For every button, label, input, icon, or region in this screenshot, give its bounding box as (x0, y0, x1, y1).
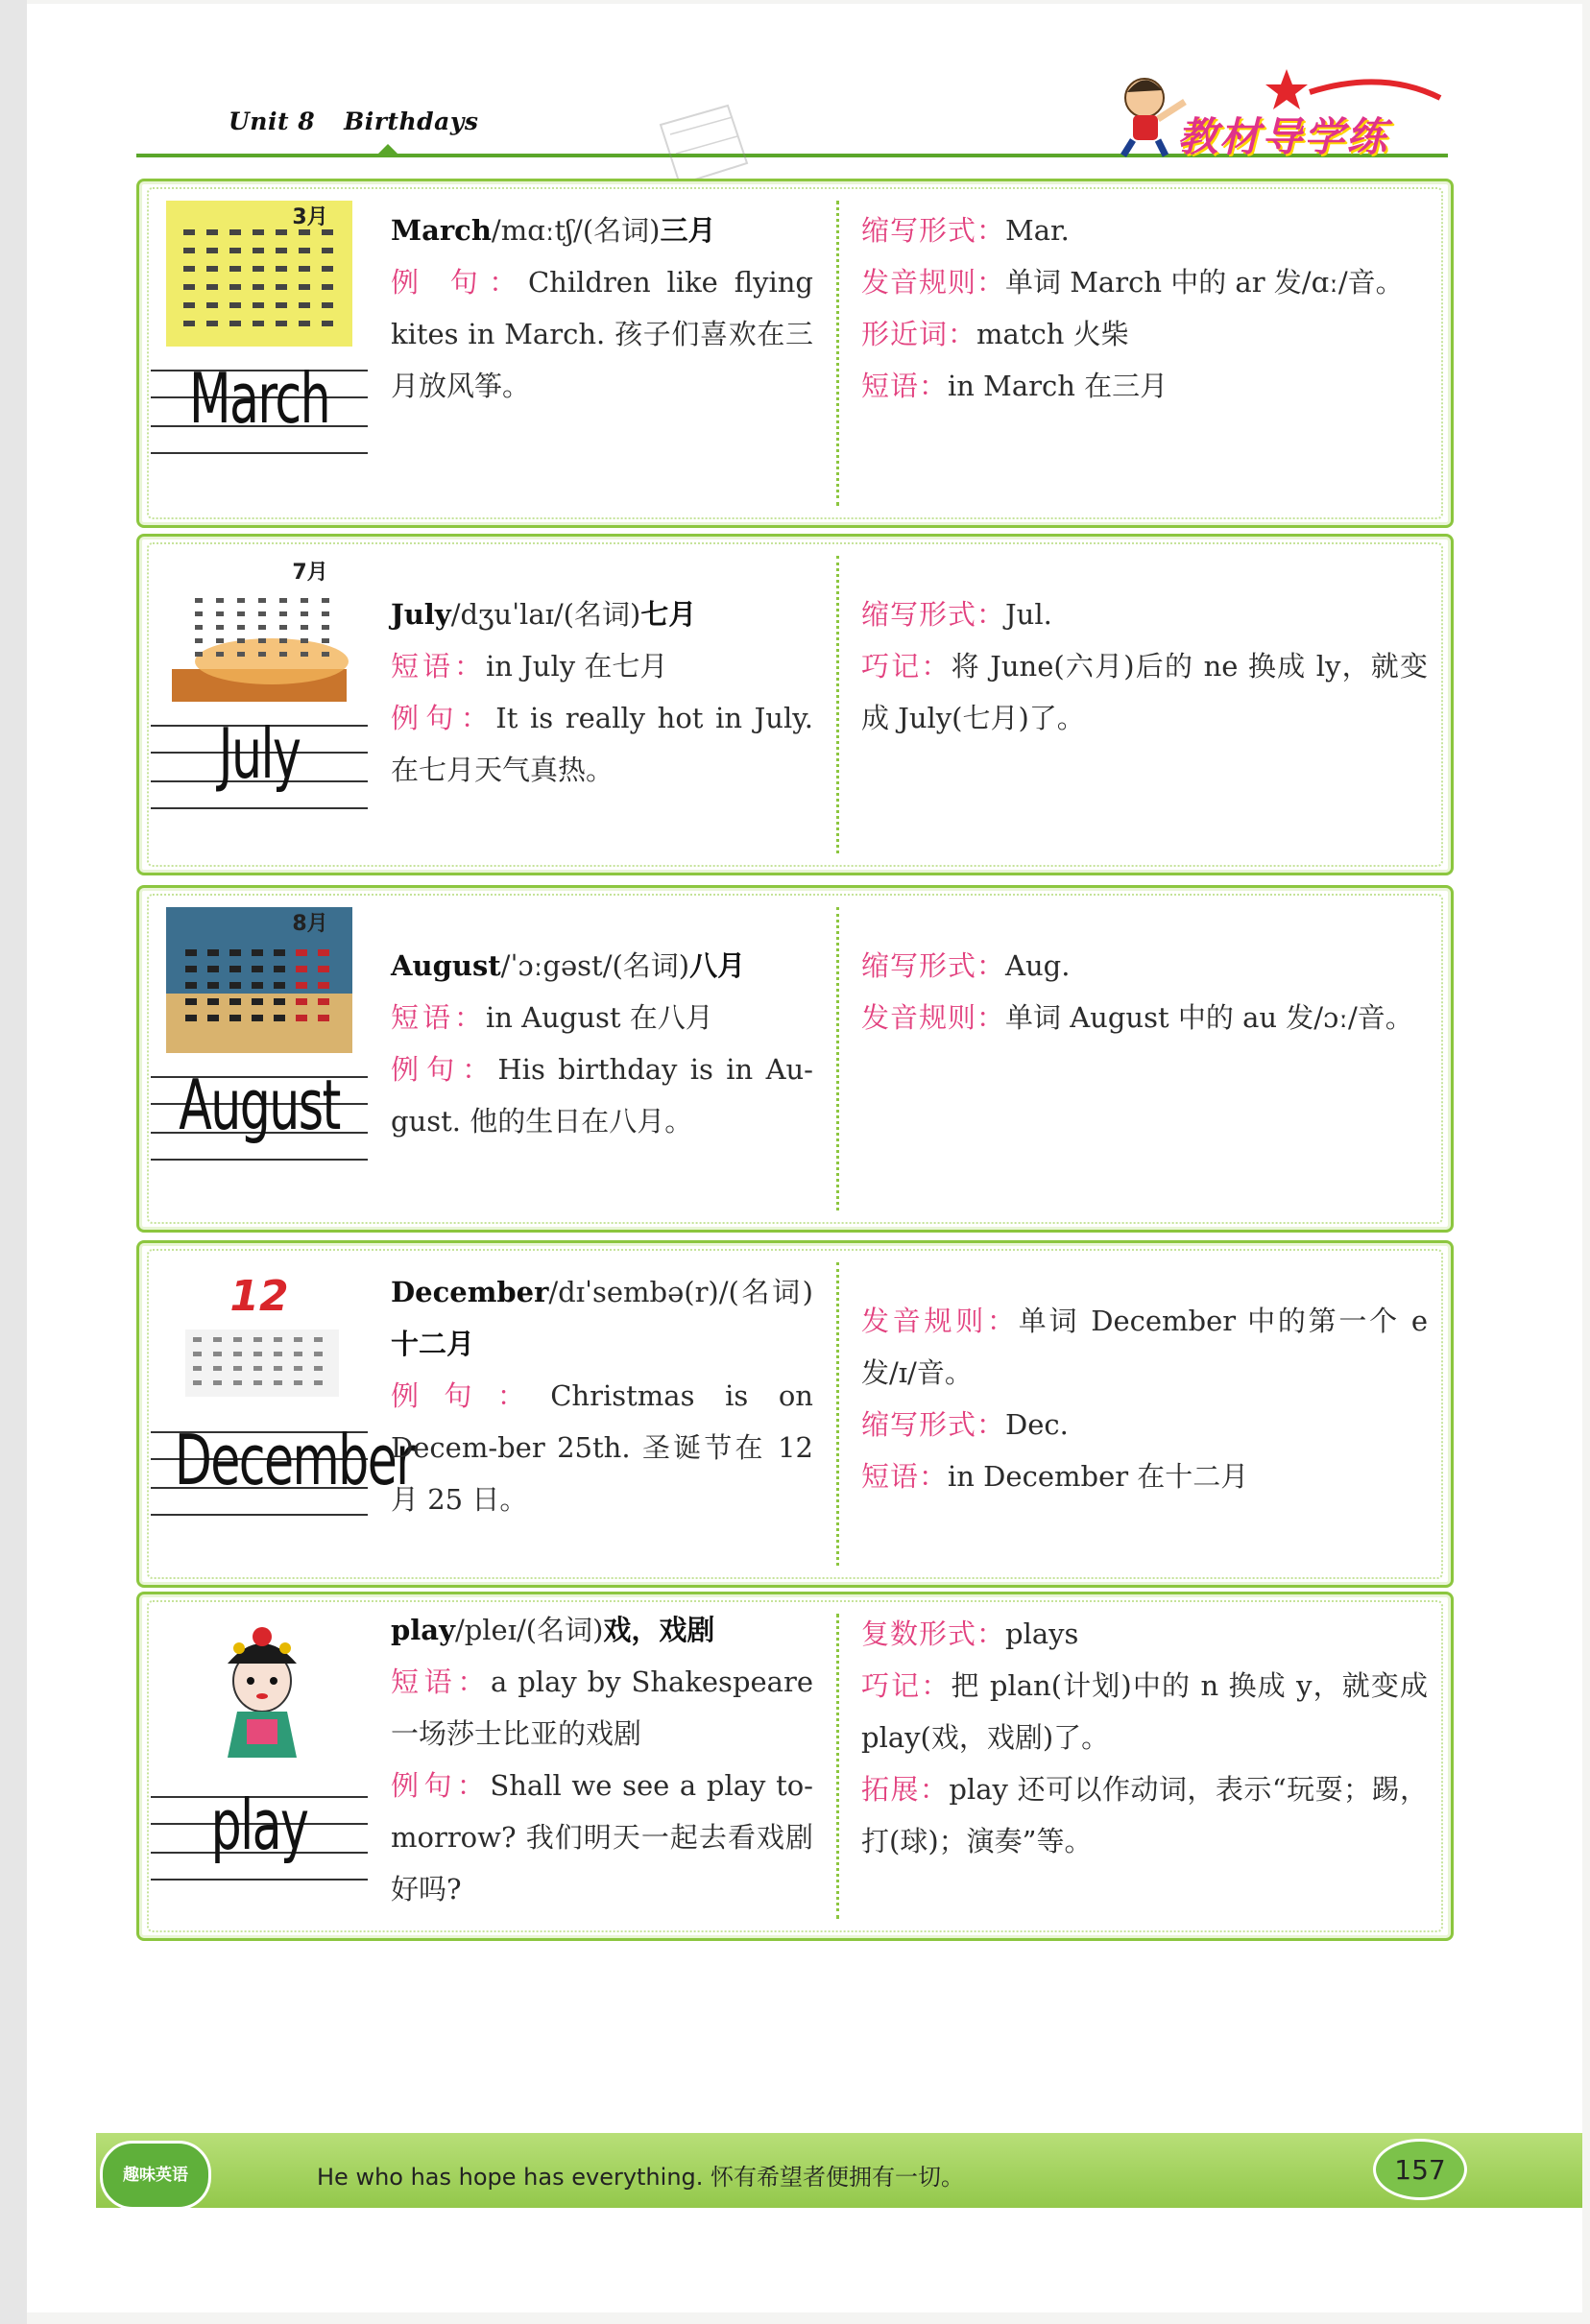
note-item (861, 640, 1428, 744)
note-item (861, 1660, 1428, 1763)
note-item (861, 940, 1428, 992)
item-label: 例句： (391, 1053, 498, 1086)
unit-number: Unit 8 (229, 108, 316, 135)
vocab-picture (166, 1614, 352, 1760)
phonetic: /ˈɔːgəst/ (500, 949, 613, 982)
phonetic: /pleɪ/ (454, 1614, 526, 1646)
calendar-july-icon (166, 556, 352, 702)
item-text: in July 在七月 (486, 650, 668, 683)
item-text: Christmas is on Decem-ber 25th. 圣诞节在 12 月 25 日。 (391, 1379, 813, 1516)
note-label: 发音规则： (861, 1305, 1019, 1337)
note-text: plays (1005, 1617, 1079, 1650)
definition-item (391, 992, 813, 1043)
headword: July (391, 598, 451, 631)
item-label: 例句： (391, 1379, 551, 1412)
notes-column (861, 204, 1428, 412)
note-text: Aug. (1005, 949, 1071, 982)
item-label: 例 句： (391, 266, 528, 299)
vocab-card-play (136, 1592, 1454, 1941)
column-divider (836, 201, 839, 506)
phonetic: /dɪˈsembə(r)/ (548, 1276, 729, 1308)
definition-item (391, 1760, 813, 1915)
headword-line (391, 588, 813, 640)
item-text: His birthday is in Au-gust. 他的生日在八月。 (391, 1053, 813, 1138)
book-logo (1104, 60, 1450, 159)
headword: March (391, 214, 492, 247)
handwritten-word: March (188, 358, 330, 439)
item-text: Children like flying kites in March. 孩子们喜欢在三月放风筝。 (391, 266, 813, 402)
note-text: 单词 December 中的第一个 e 发/ɪ/音。 (861, 1305, 1428, 1389)
handwritten-word: December (174, 1420, 415, 1500)
calendar-month-label: 7月 (292, 561, 328, 585)
note-label: 缩写形式： (861, 598, 1006, 631)
note-item (861, 360, 1428, 412)
note-item (861, 1295, 1428, 1399)
handwritten-word: July (218, 713, 301, 794)
calendar-month-label: 12 (229, 1272, 289, 1321)
vocab-card-march (136, 179, 1454, 528)
headword: August (391, 949, 501, 982)
column-divider (836, 556, 839, 853)
item-text: in August 在八月 (486, 1001, 713, 1034)
phonetic: /mɑːtʃ/ (491, 214, 583, 247)
note-label: 短语： (861, 370, 949, 402)
part-of-speech: (名词) (563, 598, 641, 631)
meaning: 戏，戏剧 (603, 1614, 715, 1646)
definition-column (391, 1604, 813, 1915)
definition-item (391, 256, 813, 412)
fun-english-badge: 趣味英语 (100, 2141, 211, 2210)
part-of-speech: (名词) (728, 1276, 813, 1308)
note-label: 巧记： (861, 650, 952, 683)
note-item (861, 1608, 1428, 1660)
item-text: a play by Shakespeare 一场莎士比亚的戏剧 (391, 1665, 813, 1750)
note-text: 将 June(六月)后的 ne 换成 ly，就变成 July(七月)了。 (861, 650, 1428, 734)
note-item (861, 204, 1428, 256)
column-divider (836, 1614, 839, 1919)
calendar-march-icon (166, 201, 352, 347)
definition-column (391, 1266, 813, 1525)
note-label: 拓展： (861, 1773, 950, 1806)
meaning: 八月 (689, 949, 746, 982)
headword-line (391, 1604, 813, 1656)
headword-line (391, 940, 813, 992)
unit-heading (229, 108, 478, 135)
meaning: 七月 (640, 598, 697, 631)
unit-title: Birthdays (344, 108, 479, 135)
note-label: 复数形式： (861, 1617, 1006, 1650)
note-text: match 火柴 (976, 318, 1129, 350)
handwriting-lines (151, 1420, 415, 1514)
handwriting-lines (151, 358, 368, 452)
note-label: 缩写形式： (861, 214, 1006, 247)
phonetic: /dʒuˈlaɪ/ (450, 598, 564, 631)
item-label: 例句： (391, 1769, 491, 1802)
note-label: 缩写形式： (861, 949, 1006, 982)
notes-column (861, 1295, 1428, 1502)
column-divider (836, 1262, 839, 1566)
note-label: 缩写形式： (861, 1408, 1006, 1441)
page-number: 157 (1373, 2139, 1467, 2200)
part-of-speech: (名词) (582, 214, 661, 247)
note-item (861, 1399, 1428, 1450)
definition-column (391, 940, 813, 1147)
note-text: 单词 August 中的 au 发/ɔː/音。 (1005, 1001, 1413, 1034)
column-divider (836, 907, 839, 1210)
definition-column (391, 204, 813, 412)
part-of-speech: (名词) (525, 1614, 604, 1646)
opera-figure-icon (166, 1614, 352, 1760)
headword: December (391, 1276, 549, 1308)
definition-column (391, 588, 813, 796)
item-label: 短语： (391, 650, 487, 683)
notes-column (861, 588, 1428, 744)
note-text: 单词 March 中的 ar 发/ɑː/音。 (1005, 266, 1404, 299)
note-label: 巧记： (861, 1669, 952, 1702)
vocab-picture (166, 1262, 352, 1408)
handwriting-lines (151, 1065, 368, 1159)
note-label: 发音规则： (861, 1001, 1006, 1034)
headword-line (391, 1266, 813, 1370)
note-item (861, 1763, 1428, 1867)
calendar-month-label: 8月 (292, 912, 328, 936)
vocab-card-december (136, 1240, 1454, 1588)
notes-column (861, 1608, 1428, 1867)
watermark-stamp-icon (641, 96, 757, 192)
handwriting-lines (151, 1785, 368, 1879)
item-label: 短语： (391, 1001, 487, 1034)
vocab-picture (166, 907, 352, 1053)
definition-item (391, 1656, 813, 1760)
note-item (861, 256, 1428, 308)
handwriting-lines (151, 713, 368, 807)
note-item (861, 992, 1428, 1043)
handwritten-word: August (179, 1065, 340, 1145)
handwritten-word: play (210, 1785, 308, 1865)
calendar-august-icon (166, 907, 352, 1053)
page-edge-shadow (0, 0, 27, 2324)
note-label: 形近词： (861, 318, 977, 350)
note-label: 短语： (861, 1460, 949, 1493)
footer-quote: He who has hope has everything. 怀有希望者便拥有一切。 (317, 2164, 965, 2191)
vocab-picture (166, 201, 352, 347)
note-text: Mar. (1005, 214, 1070, 247)
vocab-card-august (136, 885, 1454, 1233)
definition-item (391, 692, 813, 796)
calendar-month-label: 3月 (292, 205, 328, 229)
item-label: 短语： (391, 1665, 492, 1698)
note-text: 把 plan(计划)中的 n 换成 y，就变成 play(戏，戏剧)了。 (861, 1669, 1428, 1754)
note-text: in December 在十二月 (948, 1460, 1249, 1493)
definition-item (391, 640, 813, 692)
definition-item (391, 1370, 813, 1525)
vocab-card-july (136, 534, 1454, 875)
note-text: Dec. (1005, 1408, 1069, 1441)
headword: play (391, 1614, 455, 1646)
vocab-picture (166, 556, 352, 702)
calendar-december-icon (166, 1262, 352, 1408)
part-of-speech: (名词) (612, 949, 690, 982)
meaning: 三月 (660, 214, 716, 247)
note-text: play 还可以作动词，表示“玩耍；踢，打(球)；演奏”等。 (861, 1773, 1428, 1857)
note-item (861, 1450, 1428, 1502)
item-label: 例句： (391, 702, 496, 734)
logo-text: 教材导学练 (1177, 113, 1389, 160)
meaning: 十二月 (391, 1328, 475, 1360)
item-text: It is really hot in July. 在七月天气真热。 (391, 702, 813, 786)
note-text: Jul. (1005, 598, 1052, 631)
definition-item (391, 1043, 813, 1147)
note-text: in March 在三月 (948, 370, 1168, 402)
notes-column (861, 940, 1428, 1043)
note-item (861, 588, 1428, 640)
header-tick (376, 144, 399, 156)
headword-line (391, 204, 813, 256)
item-text: Shall we see a play to-morrow? 我们明天一起去看戏剧好吗? (391, 1769, 813, 1905)
note-item (861, 308, 1428, 360)
note-label: 发音规则： (861, 266, 1006, 299)
